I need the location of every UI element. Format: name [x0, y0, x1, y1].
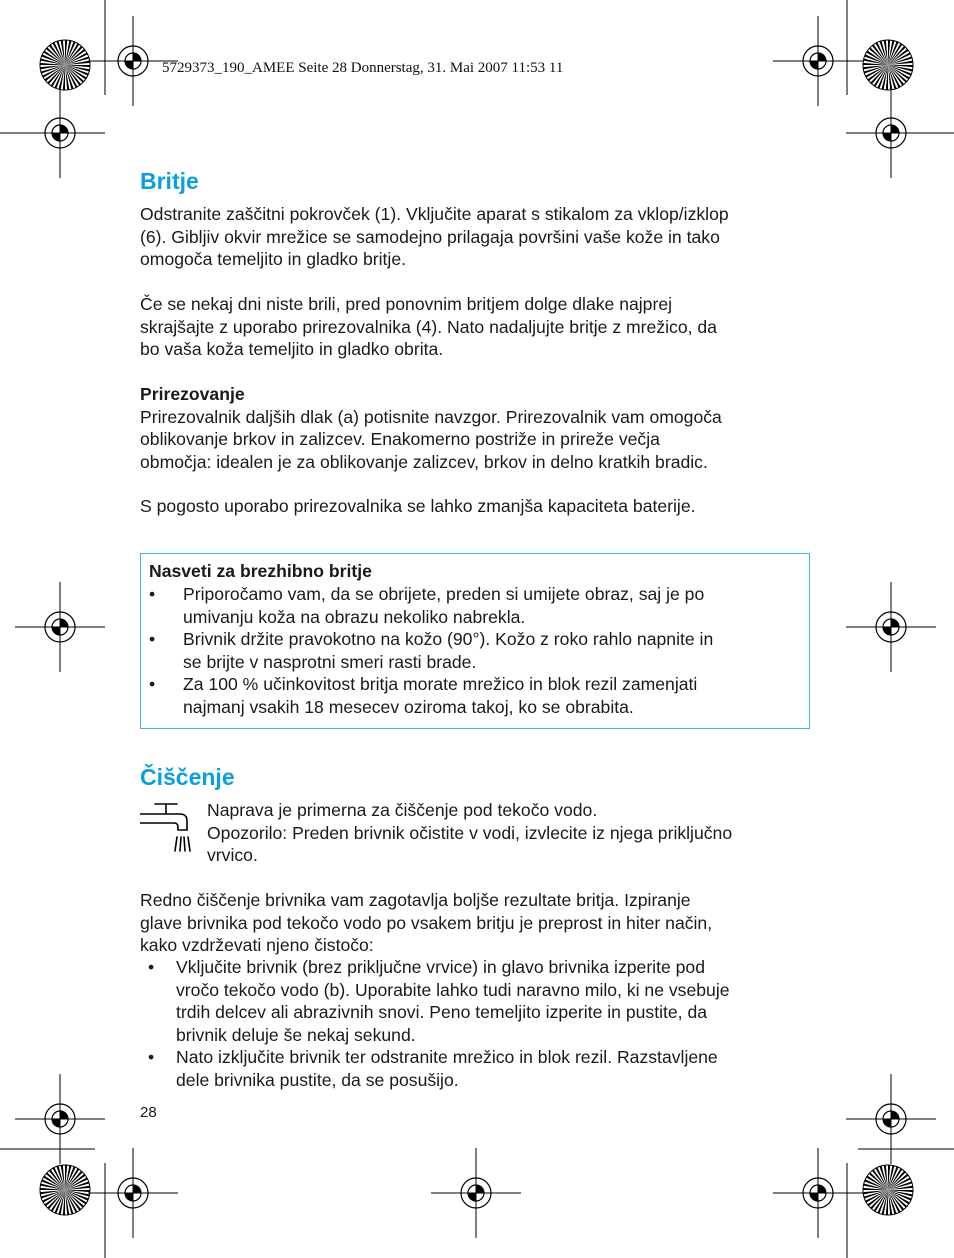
- tips-box: [140, 553, 810, 729]
- text-line: S pogosto uporabo prirezovalnika se lahko zmanjša kapaciteta baterije.: [140, 496, 696, 516]
- registration-mark-icon: [846, 88, 936, 178]
- water-tap-icon: [140, 803, 195, 855]
- trimming-title: Prirezovanje: [140, 384, 245, 404]
- text-line: Naprava je primerna za čiščenje pod tekočo vodo.: [207, 800, 598, 820]
- text-line: umivanju koža na obrazu nekoliko nabrekla.: [183, 606, 526, 627]
- text-line: območja: idealen je za oblikovanje zalizcev, brkov in delno kratkih bradic.: [140, 451, 708, 472]
- list-item: [149, 628, 804, 674]
- bullet: •: [149, 674, 156, 694]
- section-title-shaving: Britje: [140, 168, 199, 194]
- bullet: •: [148, 957, 155, 977]
- list-item: [148, 956, 828, 1048]
- text-line: bo vaša koža temeljito in gladko obrita.: [140, 339, 444, 359]
- starburst-target-icon: [40, 40, 90, 90]
- text-line: vročo tekočo vodo (b). Uporabite lahko tudi naravno milo, ki ne vsebuje: [176, 979, 730, 1000]
- text-line: najmanj vsakih 18 mesecev oziroma takoj, ko se obrabita.: [183, 696, 634, 717]
- bullet: •: [148, 1047, 155, 1067]
- section-title-cleaning: Čiščenje: [140, 764, 235, 790]
- bullet: •: [149, 629, 156, 649]
- text-line: skrajšajte z uporabo prirezovalnika (4). Nato nadaljujte britje z mrežico, da: [140, 316, 717, 337]
- text-line: Priporočamo vam, da se obrijete, preden si umijete obraz, saj je po: [183, 584, 705, 604]
- cleaning-paragraph: [140, 889, 840, 957]
- text-line: brivnik deluje še nekaj sekund.: [176, 1024, 416, 1045]
- registration-mark-icon: [15, 88, 105, 178]
- trimming-block: [140, 383, 840, 473]
- page-number: 28: [140, 1104, 157, 1121]
- registration-mark-icon: [846, 582, 936, 672]
- text-line: Če se nekaj dni niste brili, pred ponovnim britjem dolge dlake najprej: [140, 294, 673, 314]
- cleaning-intro: [207, 799, 847, 867]
- text-line: dele brivnika pustite, da se posušijo.: [176, 1069, 459, 1090]
- registration-mark-icon: [773, 1148, 863, 1238]
- list-item: [149, 583, 804, 629]
- text-line: Brivnik držite pravokotno na kožo (90°). Kožo z roko rahlo napnite in: [183, 629, 714, 649]
- registration-mark-icon: [15, 582, 105, 672]
- text-line: se brijte v nasprotni smeri rasti brade.: [183, 651, 477, 672]
- registration-mark-icon: [15, 1074, 105, 1164]
- text-line: vrvico.: [207, 845, 258, 865]
- shaving-paragraph-2: [140, 293, 840, 361]
- registration-mark-icon: [431, 1148, 521, 1238]
- print-slug: 5729373_190_AMEE Seite 28 Donnerstag, 31. Mai 2007 11:53 11: [162, 60, 564, 76]
- battery-note: [140, 495, 840, 518]
- registration-mark-icon: [88, 1148, 178, 1238]
- list-item: [148, 1046, 828, 1092]
- text-line: trdih delcev ali abrazivnih snovi. Peno temeljito izperite in pustite, da: [176, 1002, 708, 1022]
- text-line: Nato izključite brivnik ter odstranite mrežico in blok rezil. Razstavljene: [176, 1047, 718, 1067]
- text-line: glave brivnika pod tekočo vodo po vsakem britju je preprost in hiter način,: [140, 912, 713, 933]
- text-line: Prirezovalnik daljših dlak (a) potisnite navzgor. Prirezovalnik vam omogoča: [140, 406, 722, 427]
- text-line: oblikovanje brkov in zalizcev. Enakomerno postriže in prireže večja: [140, 429, 660, 449]
- text-line: omogoča temeljito in gladko britje.: [140, 249, 407, 269]
- shaving-paragraph-1: [140, 203, 840, 271]
- text-line: kako vzdrževati njeno čistočo:: [140, 935, 374, 955]
- text-line: Opozorilo: Preden brivnik očistite v vodi, izvlecite iz njega priključno: [207, 822, 733, 843]
- starburst-target-icon: [863, 40, 913, 90]
- registration-mark-icon: [846, 1074, 936, 1164]
- tips-title: Nasveti za brezhibno britje: [149, 561, 372, 581]
- text-line: Za 100 % učinkovitost britja morate mrežico in blok rezil zamenjati: [183, 674, 698, 694]
- starburst-target-icon: [863, 1165, 913, 1215]
- text-line: Redno čiščenje brivnika vam zagotavlja boljše rezultate britja. Izpiranje: [140, 890, 691, 910]
- bullet: •: [149, 584, 156, 604]
- text-line: (6). Gibljiv okvir mrežice se samodejno prilagaja površini vaše kože in tako: [140, 226, 720, 247]
- starburst-target-icon: [40, 1165, 90, 1215]
- list-item: [149, 673, 804, 719]
- text-line: Odstranite zaščitni pokrovček (1). Vključite aparat s stikalom za vklop/izklop: [140, 204, 729, 224]
- text-line: Vključite brivnik (brez priključne vrvice) in glavo brivnika izperite pod: [176, 957, 705, 977]
- registration-mark-icon: [773, 16, 863, 106]
